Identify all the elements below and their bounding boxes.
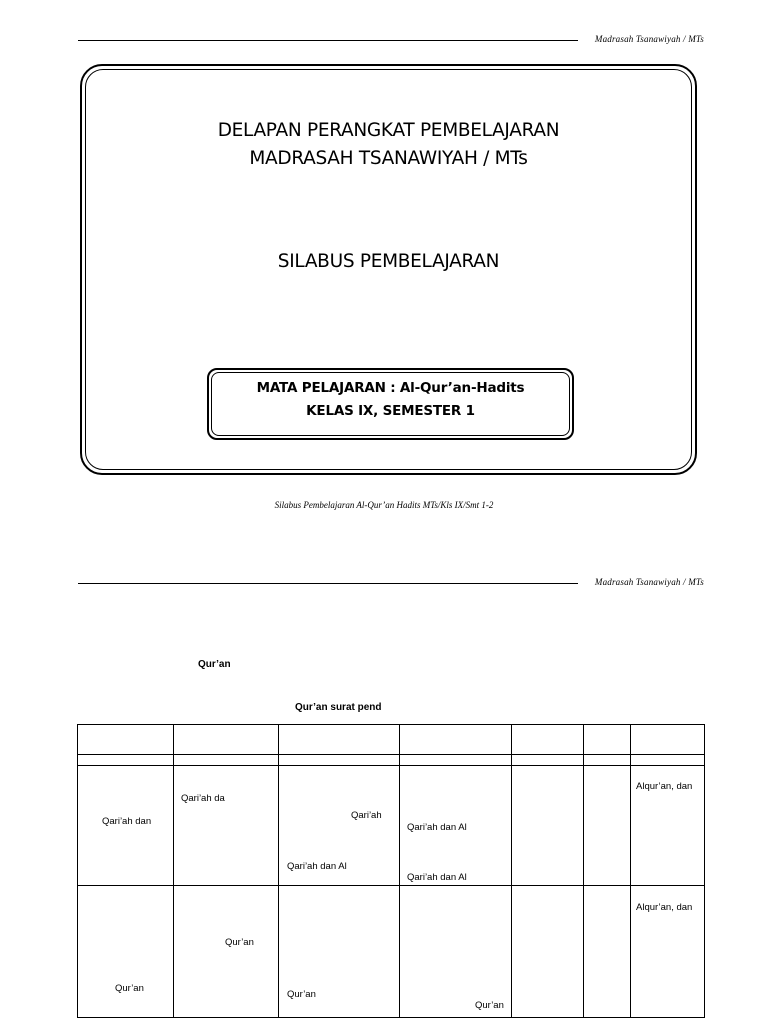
table-cell — [279, 725, 400, 755]
table-cell — [584, 725, 631, 755]
table-cell — [174, 766, 279, 886]
cover-title-line-1: DELAPAN PERANGKAT PEMBELAJARAN — [217, 120, 560, 141]
table-cell — [174, 725, 279, 755]
cover-title-line-2: MADRASAH TSANAWIYAH / MTs — [249, 148, 528, 169]
header-rule — [78, 583, 578, 584]
table-row — [78, 886, 705, 1018]
cell-text: Qur’an — [225, 937, 254, 948]
table-cell — [78, 766, 174, 886]
cell-text: Qur’an — [475, 1000, 504, 1011]
cell-text: Qur’an — [287, 989, 316, 1000]
table-cell — [512, 755, 584, 766]
table-cell — [400, 725, 512, 755]
table-cell — [78, 755, 174, 766]
table-header-row — [78, 755, 705, 766]
table-cell — [78, 886, 174, 1018]
table-cell — [512, 766, 584, 886]
table-cell — [279, 886, 400, 1018]
cell-text: Qari’ah dan Al — [407, 822, 467, 833]
table-cell — [279, 766, 400, 886]
table-cell — [584, 886, 631, 1018]
table-cell — [631, 766, 705, 886]
subject-line-2: KELAS IX, SEMESTER 1 — [306, 403, 475, 419]
cover-subtitle: SILABUS PEMBELAJARAN — [277, 251, 500, 272]
cell-text: Alqur’an, dan — [636, 781, 693, 792]
table-cell — [512, 886, 584, 1018]
header-rule — [78, 40, 578, 41]
table-cell — [174, 886, 279, 1018]
table-cell — [78, 725, 174, 755]
cell-text: Qari’ah dan Al — [407, 872, 467, 883]
table-cell — [400, 766, 512, 886]
table-cell — [279, 755, 400, 766]
table-cell — [584, 766, 631, 886]
table-row — [78, 766, 705, 886]
cell-text: Qari’ah da — [181, 793, 225, 804]
table-cell — [631, 886, 705, 1018]
cell-text: Qari’ah dan Al — [287, 861, 347, 872]
table-cell — [174, 755, 279, 766]
label-quran: Qur’an — [198, 659, 231, 670]
table-header-row — [78, 725, 705, 755]
cell-text: Qari’ah — [351, 810, 382, 821]
subject-line-1: MATA PELAJARAN : Al-Qur’an-Hadits — [256, 380, 525, 396]
cell-text: Qari’ah dan — [102, 816, 152, 827]
page-header: Madrasah Tsanawiyah / MTs — [594, 577, 704, 587]
cell-text: Qur’an — [115, 983, 144, 994]
cell-text: Alqur’an, dan — [636, 902, 693, 913]
table-cell — [631, 725, 705, 755]
table-cell — [512, 725, 584, 755]
table-cell — [400, 886, 512, 1018]
syllabus-table — [77, 724, 705, 1018]
table-cell — [584, 755, 631, 766]
page-footer: Silabus Pembelajaran Al-Qur’an Hadits MTs/Kls IX/Smt 1-2 — [274, 500, 494, 510]
table-cell — [631, 755, 705, 766]
table-cell — [400, 755, 512, 766]
page-header: Madrasah Tsanawiyah / MTs — [594, 34, 704, 44]
label-quran-surat: Qur’an surat pend — [295, 702, 382, 713]
